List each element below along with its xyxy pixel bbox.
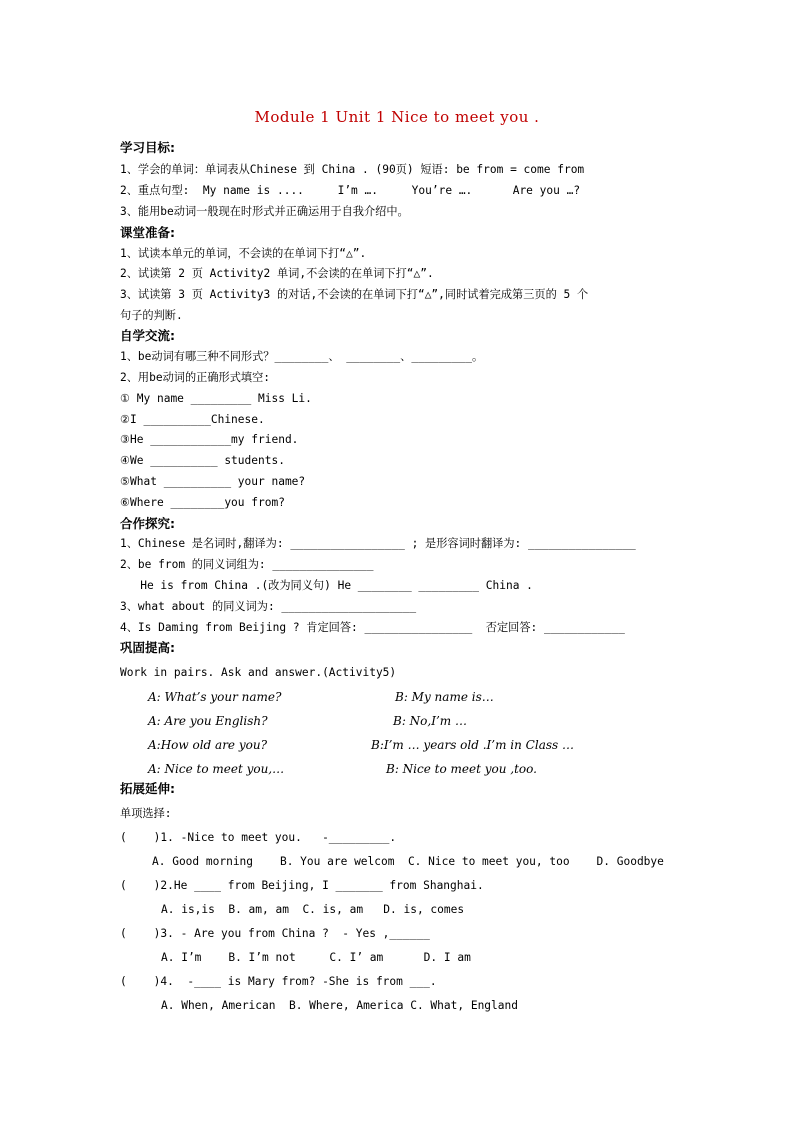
fill-in-item: ⑤What __________ your name? xyxy=(120,475,306,488)
dialog-line-b: B: No,I’m … xyxy=(393,714,467,728)
objective-line: 3、能用be动词一般现在时形式并正确运用于自我介绍中。 xyxy=(120,205,409,218)
preparation-line: 1、试读本单元的单词，不会读的在单词下打“△”. xyxy=(120,247,367,260)
cooperation-line: 3、what about 的同义词为: ____________________ xyxy=(120,600,417,613)
question-line: ( )1. -Nice to meet you. -_________. xyxy=(120,831,397,844)
dialog-line-a: A: What’s your name? xyxy=(148,690,282,704)
fill-in-item: ① My name _________ Miss Li. xyxy=(120,392,312,405)
self-study-line: 2、用be动词的正确形式填空: xyxy=(120,371,271,384)
question-line: ( )3. - Are you from China ? - Yes ,______ xyxy=(120,927,430,940)
preparation-line: 2、试读第 2 页 Activity2 单词,不会读的在单词下打“△”. xyxy=(120,267,434,280)
question-options: A. is,is B. am, am C. is, am D. is, comes xyxy=(161,903,465,916)
question-options: A. Good morning B. You are welcom C. Nice to meet you, too D. Goodbye xyxy=(152,855,664,868)
preparation-line: 3、试读第 3 页 Activity3 的对话,不会读的在单词下打“△”,同时试着完成第三页的 5 个 xyxy=(120,288,589,301)
section-heading-cooperation: 合作探究: xyxy=(120,516,175,531)
page-title: Module 1 Unit 1 Nice to meet you . xyxy=(254,108,540,126)
section-heading-preparation: 课堂准备: xyxy=(120,225,175,240)
section-heading-objectives: 学习目标: xyxy=(120,140,175,155)
self-study-line: 1、be动词有哪三种不同形式？________、 ________、_________。 xyxy=(120,350,484,363)
objective-line: 1、学会的单词：单词表从Chinese 到 China . (90页) 短语: be from = come from xyxy=(120,163,585,176)
dialog-line-b: B:I’m … years old .I’m in Class … xyxy=(371,738,574,752)
fill-in-item: ②I __________Chinese. xyxy=(120,413,265,426)
pair-work-instruction: Work in pairs. Ask and answer.(Activity5) xyxy=(120,666,397,679)
fill-in-item: ④We __________ students. xyxy=(120,454,285,467)
dialog-line-a: A:How old are you? xyxy=(148,738,268,752)
cooperation-line: He is from China .(改为同义句) He ________ _________ China . xyxy=(120,579,533,592)
fill-in-item: ⑥Where ________you from? xyxy=(120,496,285,509)
cooperation-line: 2、be from 的同义词组为: _______________ xyxy=(120,558,374,571)
multiple-choice-label: 单项选择: xyxy=(120,807,172,820)
dialog-line-a: A: Are you English? xyxy=(148,714,268,728)
question-line: ( )2.He ____ from Beijing, I _______ from Shanghai. xyxy=(120,879,484,892)
cooperation-line: 4、Is Daming from Beijing ? 肯定回答: ________________ 否定回答: ____________ xyxy=(120,621,625,634)
fill-in-item: ③He ____________my friend. xyxy=(120,433,299,446)
question-line: ( )4. -____ is Mary from? -She is from ___. xyxy=(120,975,437,988)
question-options: A. When, American B. Where, America C. What, England xyxy=(161,999,518,1012)
section-heading-extension: 拓展延伸: xyxy=(120,781,175,796)
preparation-line: 句子的判断. xyxy=(120,309,183,322)
dialog-line-b: B: Nice to meet you ,too. xyxy=(386,762,537,776)
cooperation-line: 1、Chinese 是名词时,翻译为: _________________ ; 是形容词时翻译为: ________________ xyxy=(120,537,636,550)
dialog-line-a: A: Nice to meet you,… xyxy=(148,762,285,776)
section-heading-self-study: 自学交流: xyxy=(120,328,175,343)
question-options: A. I’m B. I’m not C. I’ am D. I am xyxy=(161,951,471,964)
dialog-line-b: B: My name is… xyxy=(395,690,494,704)
objective-line: 2、重点句型: My name is .... I’m …. You’re …. Are you …? xyxy=(120,184,581,197)
section-heading-consolidation: 巩固提高: xyxy=(120,640,175,655)
